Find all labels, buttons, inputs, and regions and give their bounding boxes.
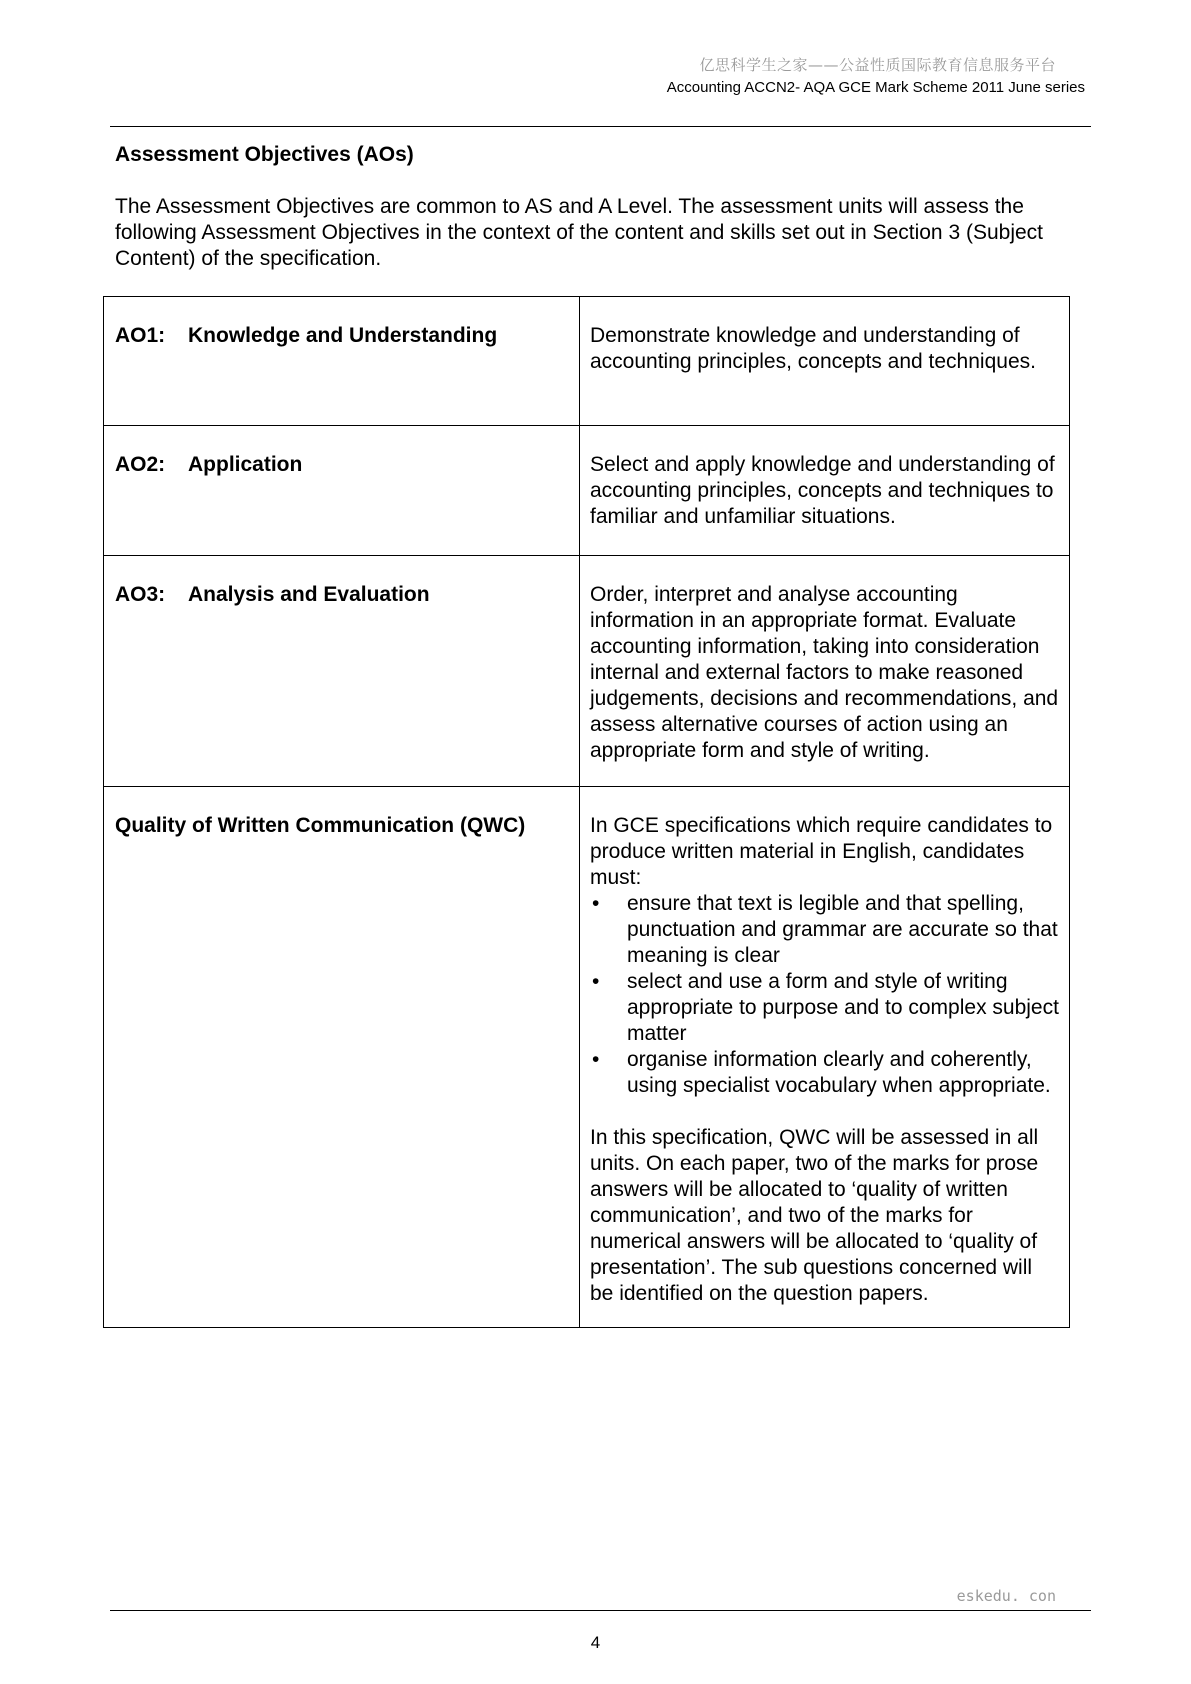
objective-description: Order, interpret and analyse accounting information in an appropriate format. Evaluate accounting information, taking into consideration internal and external factors to make reasoned judgements, decisions and recommendations, and assess alternative courses of action using an appropriate form and style of writing.: [580, 556, 1070, 787]
intro-paragraph: The Assessment Objectives are common to AS and A Level. The assessment units will assess the following Assessment Objectives in the context of the content and skills set out in Section 3 (Subject Content) of the specification.: [115, 195, 1043, 270]
footer-divider: [110, 1610, 1091, 1611]
header-divider: [110, 126, 1091, 127]
objective-code: AO2:: [115, 453, 166, 476]
qwc-lead-text: In GCE specifications which require candidates to produce written material in English, candidates must:: [590, 814, 1053, 889]
list-item: • ensure that text is legible and that spelling, punctuation and grammar are accurate so that meaning is clear: [590, 891, 1059, 969]
objective-code: AO1:: [115, 324, 166, 347]
section-title: Assessment Objectives (AOs): [115, 143, 414, 166]
page-number: 4: [590, 1633, 601, 1652]
objective-name: Analysis and Evaluation: [188, 583, 430, 606]
objective-code: AO3:: [115, 583, 166, 606]
objective-heading: [104, 297, 580, 426]
qwc-bullet-list: [590, 891, 1059, 1099]
table-row-qwc: [104, 787, 1070, 1328]
objective-name: Knowledge and Understanding: [188, 324, 498, 347]
qwc-description: [580, 787, 1070, 1328]
watermark: eskedu. con: [956, 1587, 1056, 1605]
table-row-ao2: [104, 426, 1070, 556]
objective-heading: [104, 556, 580, 787]
qwc-heading: Quality of Written Communication (QWC): [104, 787, 580, 1328]
header-document-title: Accounting ACCN2- AQA GCE Mark Scheme 2011 June series: [666, 79, 1085, 96]
list-item: • select and use a form and style of writing appropriate to purpose and to complex subject matter: [590, 969, 1059, 1047]
table-row-ao3: [104, 556, 1070, 787]
objective-heading: [104, 426, 580, 556]
objective-description: Demonstrate knowledge and understanding of accounting principles, concepts and techniques.: [580, 297, 1070, 426]
assessment-objectives-table: [103, 296, 1070, 1328]
list-item: • organise information clearly and coherently, using specialist vocabulary when appropriate.: [590, 1047, 1059, 1099]
header-site-name: 亿思科学生之家——公益性质国际教育信息服务平台: [699, 56, 1056, 74]
objective-name: Application: [188, 453, 303, 476]
objective-description: Select and apply knowledge and understanding of accounting principles, concepts and techniques to familiar and unfamiliar situations.: [580, 426, 1070, 556]
table-row-ao1: [104, 297, 1070, 426]
qwc-note: In this specification, QWC will be assessed in all units. On each paper, two of the marks for prose answers will be allocated to ‘quality of written communication’, and two of the marks for numerical answers will be allocated to ‘quality of presentation’. The sub questions concerned will be identified on the question papers.: [590, 1126, 1039, 1305]
